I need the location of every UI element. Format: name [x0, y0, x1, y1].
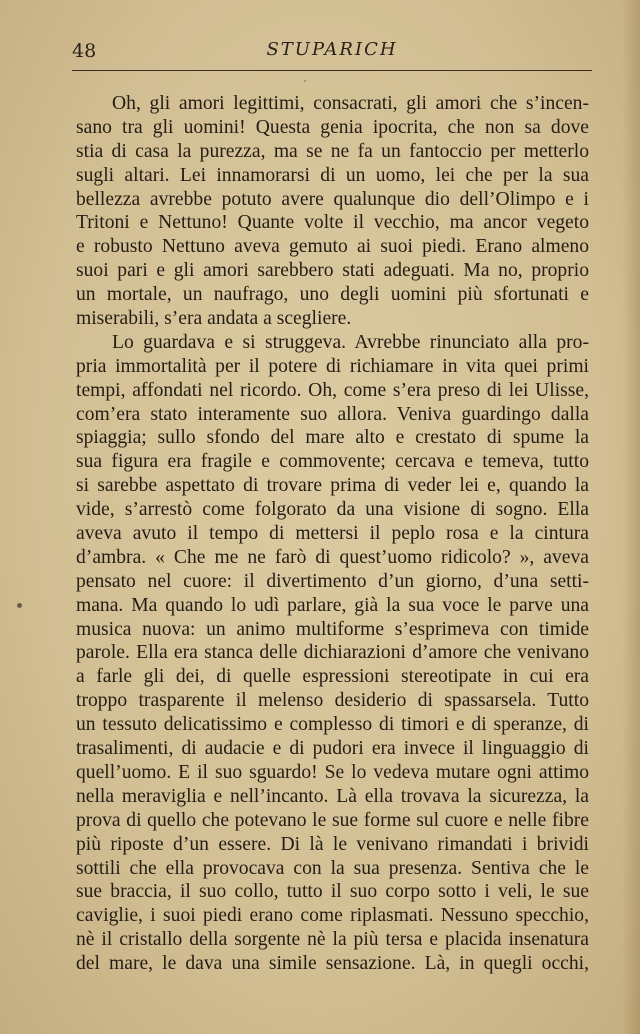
text-line: si sarebbe aspettato di trovare prima di veder lei e, quando la [76, 475, 589, 497]
text-line: bellezza avrebbe potuto avere qualunque dio dell’Olimpo e i [76, 188, 589, 210]
text-line: nè il cristallo della sorgente nè la più tersa e placida insenatura [76, 929, 589, 951]
text-line: spiaggia; sullo sfondo del mare alto e crestato di spume la [76, 427, 589, 449]
text-line: vide, s’arrestò come folgorato da una visione di sogno. Ella [76, 499, 589, 521]
text-line: e robusto Nettuno aveva gemuto ai suoi piedi. Erano almeno [76, 236, 589, 258]
paper-speck [304, 80, 306, 82]
text-line: mana. Ma quando lo udì parlare, già la sua voce le parve una [76, 594, 589, 616]
text-line: musica nuova: un animo multiforme s’esprimeva con timide [76, 618, 589, 640]
paper-speck [17, 603, 22, 608]
page-header [72, 36, 592, 70]
text-line: sua figura era fragile e commovente; cercava e temeva, tutto [76, 451, 589, 473]
text-line: del mare, le dava una simile sensazione. Là, in quegli occhi, [76, 953, 589, 975]
text-line: pensato nel cuore: il divertimento d’un giorno, d’una setti- [76, 570, 589, 592]
text-line: Tritoni e Nettuno! Quante volte il vecchio, ma ancor vegeto [76, 212, 589, 234]
text-line: com’era stato interamente suo allora. Veniva guardingo dalla [76, 403, 589, 425]
text-line: più riposte d’un essere. Di là le venivano rimandati i brividi [76, 833, 589, 855]
text-line: pria immortalità per il potere di richiamare in vita quei primi [76, 355, 589, 377]
body-text [76, 92, 589, 976]
text-line: sue braccia, il suo collo, tutto il suo corpo sotto i veli, le sue [76, 881, 589, 903]
text-line: prova di quello che potevano le sue forme sul cuore e nelle fibre [76, 809, 589, 831]
text-line: sottili che ella provocava con la sua presenza. Sentiva che le [76, 857, 589, 879]
text-line: quell’uomo. E il suo sguardo! Se lo vedeva mutare ogni attimo [76, 761, 589, 783]
text-line: suoi pari e gli amori sarebbero stati adeguati. Ma no, proprio [76, 260, 589, 282]
text-line: aveva avuto il tempo di mettersi il peplo rosa e la cintura [76, 523, 589, 545]
text-line: un tessuto delicatissimo e complesso di timori e di speranze, di [76, 714, 589, 736]
text-line: Oh, gli amori legittimi, consacrati, gli amori che s’incen- [112, 93, 589, 114]
text-line: Lo guardava e si struggeva. Avrebbe rinunciato alla pro- [112, 331, 589, 353]
page-edge-shadow [622, 0, 640, 1034]
text-line: un mortale, un naufrago, uno degli uomini più sfortunati e [76, 284, 589, 306]
text-line: miserabili, s’era andata a scegliere. [76, 308, 352, 330]
text-line: trasalimenti, di audacie e di pudori era invece il linguaggio di [76, 738, 589, 760]
text-line: stia di casa la purezza, ma se ne fa un fantoccio per metterlo [76, 140, 589, 162]
paragraph-2 [76, 331, 589, 976]
page-number: 48 [72, 40, 97, 62]
text-line: d’ambra. « Che me ne farò di quest’uomo ridicolo? », aveva [76, 546, 589, 568]
text-line: sugli altari. Lei innamorarsi di un uomo, lei che per la sua [76, 164, 589, 186]
paragraph-1 [76, 92, 589, 331]
text-line: parole. Ella era stanca delle dichiarazioni d’amore che venivano [76, 642, 589, 664]
text-line: troppo trasparente il melenso desiderio di spassarsela. Tutto [76, 690, 589, 712]
running-head: STUPARICH [266, 39, 398, 60]
header-rule [72, 70, 592, 71]
text-line: caviglie, i suoi piedi erano come riplasmati. Nessuno specchio, [76, 905, 589, 927]
text-line: tempi, affondati nel ricordo. Oh, come s’era preso di lei Ulisse, [76, 379, 589, 401]
text-line: a farle gli dei, di quelle espressioni stereotipate in cui era [76, 666, 589, 688]
text-line: sano tra gli uomini! Questa genia ipocrita, che non sa dove [76, 116, 589, 138]
text-line: nella meraviglia e nell’incanto. Là ella trovava la sicurezza, la [76, 785, 589, 807]
